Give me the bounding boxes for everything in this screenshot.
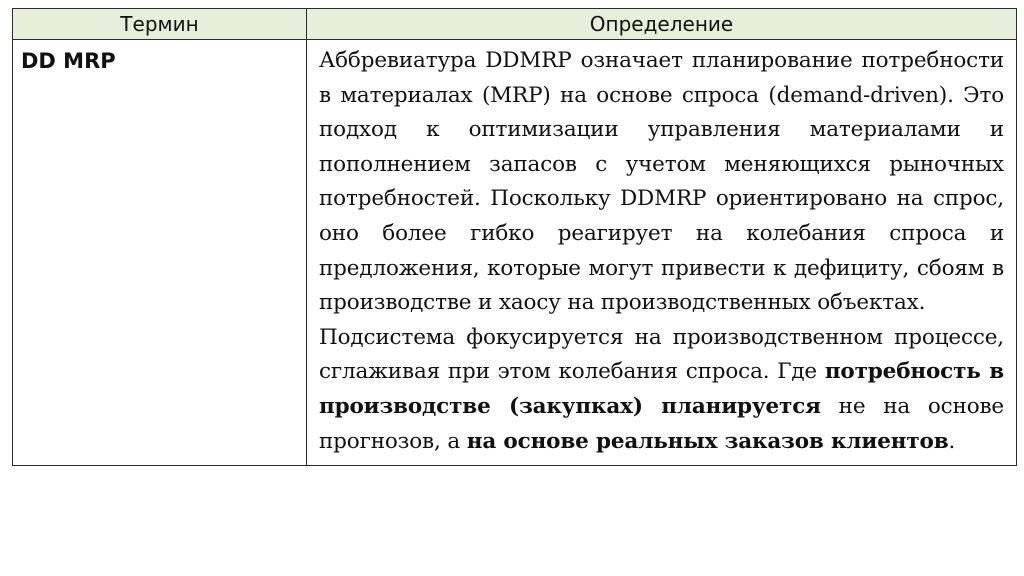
definition-paragraph-1: Аббревиатура DDMRP означает планирование потребности в материалах (MRP) на основе спроса (demand-driven). Это подход к оптимизации управления материалами и пополнением запасов с учетом меняющихся рыночных потребностей. Поскольку DDMRP ориентировано на спрос, оно более гибко реагирует на колебания спроса и предложения, которые могут привести к дефициту, сбоям в производстве и хаосу на производственных объектах. [319, 48, 1004, 316]
definition-paragraph-2 [319, 321, 1004, 459]
definition-text: Подсистема фокусируется на производственном процессе, сглаживая при этом колебания спроса. Где [319, 324, 1004, 385]
definition-text: . [948, 428, 956, 454]
header-definition: Определение [307, 9, 1017, 40]
table-row [13, 40, 1017, 466]
definition-text: не на основе прогнозов, а [319, 393, 1005, 454]
table-header-row [13, 9, 1017, 40]
header-term: Термин [13, 9, 307, 40]
definition-bold-text: на основе реальных заказов клиентов [466, 428, 949, 454]
definition-bold-text: потребность в производстве (закупках) планируется [319, 359, 1004, 419]
glossary-table [12, 8, 1017, 466]
term-cell: DD MRP [13, 40, 307, 466]
definition-cell [307, 40, 1017, 466]
